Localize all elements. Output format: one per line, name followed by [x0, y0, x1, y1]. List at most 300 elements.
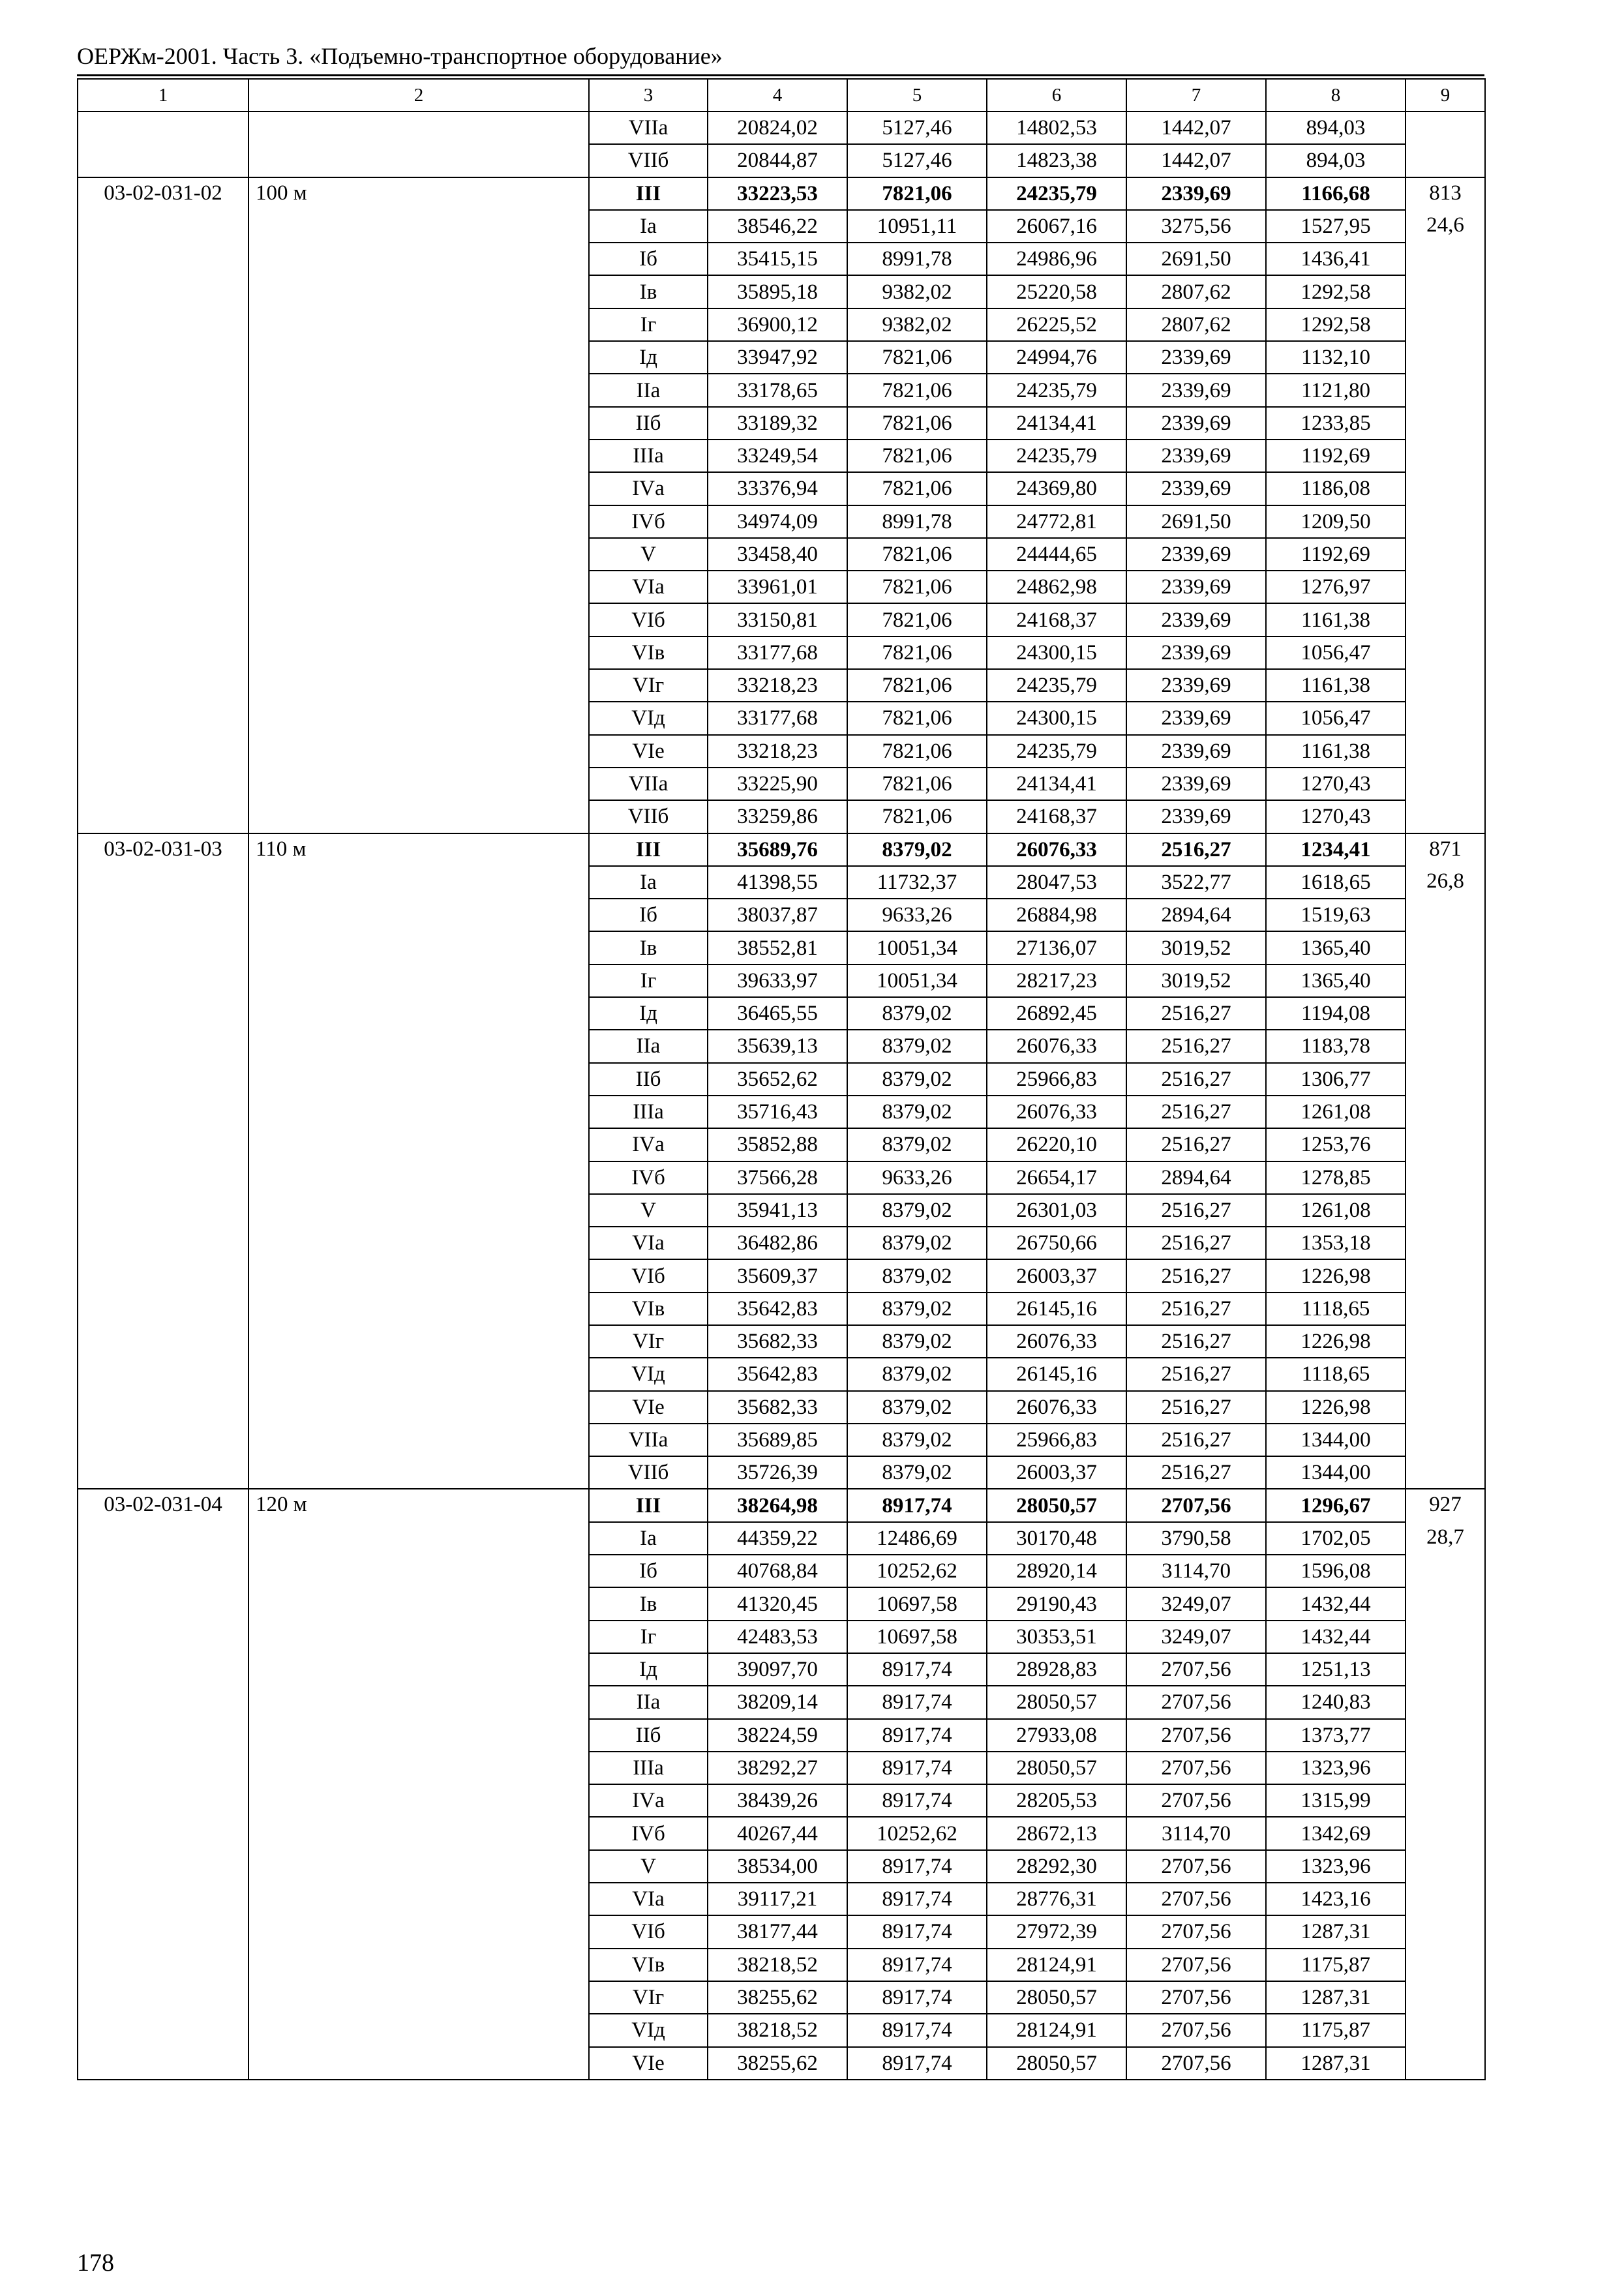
- value-cell: 26892,45: [987, 997, 1126, 1030]
- value-cell: 1118,65: [1266, 1293, 1406, 1325]
- empty-cell: [1406, 2014, 1485, 2046]
- value-cell: 1175,87: [1266, 2014, 1406, 2046]
- value-cell: 1161,38: [1266, 735, 1406, 768]
- table-row: [78, 407, 1485, 440]
- value-cell: 35852,88: [708, 1128, 847, 1161]
- value-cell: 28124,91: [987, 1949, 1126, 1981]
- empty-cell: [78, 702, 248, 734]
- value-cell: 2707,56: [1126, 1981, 1266, 2014]
- value-cell: 38037,87: [708, 899, 847, 931]
- value-cell: 24986,96: [987, 243, 1126, 275]
- value-cell: 35652,62: [708, 1063, 847, 1096]
- value-cell: 8917,74: [847, 2047, 987, 2080]
- value-cell: 2339,69: [1126, 177, 1266, 210]
- table-row: [78, 1293, 1485, 1325]
- value-cell: 1161,38: [1266, 669, 1406, 702]
- empty-cell: [78, 210, 248, 243]
- value-cell: 2707,56: [1126, 2047, 1266, 2080]
- empty-cell: [78, 669, 248, 702]
- col9-value-cell: 26,8: [1406, 866, 1485, 899]
- table-row: [78, 702, 1485, 734]
- header-divider: [77, 74, 1484, 76]
- value-cell: 2516,27: [1126, 1063, 1266, 1096]
- value-cell: 38534,00: [708, 1850, 847, 1883]
- value-cell: 25966,83: [987, 1424, 1126, 1456]
- empty-cell: [1406, 407, 1485, 440]
- value-cell: 1226,98: [1266, 1325, 1406, 1358]
- value-cell: 34974,09: [708, 505, 847, 538]
- value-cell: 26301,03: [987, 1194, 1126, 1227]
- empty-cell: [78, 636, 248, 669]
- table-row: [78, 1949, 1485, 1981]
- value-cell: 33947,92: [708, 341, 847, 374]
- empty-cell: [78, 899, 248, 931]
- value-cell: 1056,47: [1266, 636, 1406, 669]
- empty-cell: [1406, 1981, 1485, 2014]
- zone-cell: VIе: [589, 1391, 708, 1424]
- value-cell: 1306,77: [1266, 1063, 1406, 1096]
- empty-cell: [78, 1719, 248, 1752]
- value-cell: 39097,70: [708, 1653, 847, 1686]
- zone-cell: VIб: [589, 603, 708, 636]
- value-cell: 33961,01: [708, 571, 847, 603]
- empty-cell: [1406, 1325, 1485, 1358]
- empty-cell: [1406, 669, 1485, 702]
- table-row: [78, 275, 1485, 308]
- table-cell: VIIа: [589, 112, 708, 144]
- empty-cell: [248, 636, 589, 669]
- empty-cell: [248, 1817, 589, 1849]
- zone-cell: Iб: [589, 243, 708, 275]
- empty-cell: [78, 735, 248, 768]
- empty-cell: [78, 1621, 248, 1653]
- table-cell: [1406, 112, 1485, 144]
- value-cell: 1596,08: [1266, 1555, 1406, 1587]
- value-cell: 1373,77: [1266, 1719, 1406, 1752]
- table-cell: 5127,46: [847, 112, 987, 144]
- value-cell: 1323,96: [1266, 1752, 1406, 1784]
- zone-cell: Iб: [589, 1555, 708, 1587]
- value-cell: 33218,23: [708, 669, 847, 702]
- table-cell: [248, 112, 589, 144]
- empty-cell: [248, 1227, 589, 1259]
- column-number-row: [78, 79, 1485, 112]
- value-cell: 7821,06: [847, 374, 987, 406]
- table-row: [78, 866, 1485, 899]
- column-number-cell: 2: [248, 79, 589, 112]
- value-cell: 40768,84: [708, 1555, 847, 1587]
- value-cell: 9382,02: [847, 275, 987, 308]
- value-cell: 33249,54: [708, 440, 847, 472]
- value-cell: 33458,40: [708, 538, 847, 571]
- zone-cell: VIIа: [589, 768, 708, 800]
- value-cell: 1251,13: [1266, 1653, 1406, 1686]
- zone-cell: Iа: [589, 210, 708, 243]
- value-cell: 35682,33: [708, 1325, 847, 1358]
- empty-cell: [78, 538, 248, 571]
- empty-cell: [78, 1949, 248, 1981]
- table-row: [78, 997, 1485, 1030]
- empty-cell: [1406, 1587, 1485, 1620]
- value-cell: 8379,02: [847, 1456, 987, 1489]
- value-cell: 2707,56: [1126, 1752, 1266, 1784]
- value-cell: 38224,59: [708, 1719, 847, 1752]
- empty-cell: [1406, 1358, 1485, 1390]
- empty-cell: [1406, 1424, 1485, 1456]
- value-cell: 37566,28: [708, 1161, 847, 1194]
- table-cell: 14823,38: [987, 144, 1126, 177]
- value-cell: 24168,37: [987, 800, 1126, 833]
- empty-cell: [248, 1752, 589, 1784]
- empty-cell: [78, 1456, 248, 1489]
- table-row: [78, 1391, 1485, 1424]
- empty-cell: [1406, 1719, 1485, 1752]
- value-cell: 1432,44: [1266, 1621, 1406, 1653]
- value-cell: 2707,56: [1126, 2014, 1266, 2046]
- value-cell: 1276,97: [1266, 571, 1406, 603]
- table-body: [78, 79, 1485, 2080]
- value-cell: 26220,10: [987, 1128, 1126, 1161]
- table-cell: 894,03: [1266, 144, 1406, 177]
- value-cell: 2516,27: [1126, 1096, 1266, 1128]
- table-row: [78, 1555, 1485, 1587]
- value-cell: 1194,08: [1266, 997, 1406, 1030]
- empty-cell: [1406, 275, 1485, 308]
- item-name-cell: 100 м: [248, 177, 589, 210]
- value-cell: 2691,50: [1126, 243, 1266, 275]
- table-row: [78, 1784, 1485, 1817]
- value-cell: 9382,02: [847, 308, 987, 341]
- zone-cell: IIб: [589, 1719, 708, 1752]
- value-cell: 8379,02: [847, 1424, 987, 1456]
- zone-cell: IVб: [589, 1817, 708, 1849]
- empty-cell: [248, 866, 589, 899]
- value-cell: 33189,32: [708, 407, 847, 440]
- value-cell: 2707,56: [1126, 1915, 1266, 1948]
- value-cell: 24168,37: [987, 603, 1126, 636]
- col9-value-cell: 871: [1406, 833, 1485, 866]
- empty-cell: [248, 1949, 589, 1981]
- value-cell: 8379,02: [847, 1358, 987, 1390]
- empty-cell: [248, 1325, 589, 1358]
- value-cell: 1240,83: [1266, 1686, 1406, 1718]
- value-cell: 8917,74: [847, 1784, 987, 1817]
- zone-cell: VIд: [589, 702, 708, 734]
- value-cell: 8917,74: [847, 1686, 987, 1718]
- value-cell: 28217,23: [987, 965, 1126, 997]
- empty-cell: [1406, 1096, 1485, 1128]
- value-cell: 38264,98: [708, 1489, 847, 1521]
- zone-cell: IIIа: [589, 440, 708, 472]
- zone-cell: III: [589, 1489, 708, 1521]
- zone-cell: IVа: [589, 472, 708, 505]
- value-cell: 38292,27: [708, 1752, 847, 1784]
- empty-cell: [248, 374, 589, 406]
- zone-cell: Iв: [589, 1587, 708, 1620]
- empty-cell: [1406, 603, 1485, 636]
- empty-cell: [1406, 1621, 1485, 1653]
- value-cell: 36482,86: [708, 1227, 847, 1259]
- value-cell: 28920,14: [987, 1555, 1126, 1587]
- value-cell: 7821,06: [847, 800, 987, 833]
- item-name-cell: 120 м: [248, 1489, 589, 1521]
- value-cell: 1365,40: [1266, 965, 1406, 997]
- col9-value-cell: 24,6: [1406, 210, 1485, 243]
- empty-cell: [78, 931, 248, 964]
- rates-table: [77, 78, 1486, 2080]
- empty-cell: [1406, 472, 1485, 505]
- value-cell: 1186,08: [1266, 472, 1406, 505]
- empty-cell: [248, 2014, 589, 2046]
- empty-cell: [1406, 1752, 1485, 1784]
- value-cell: 8917,74: [847, 1653, 987, 1686]
- value-cell: 33225,90: [708, 768, 847, 800]
- value-cell: 8917,74: [847, 1752, 987, 1784]
- table-row: [78, 1227, 1485, 1259]
- empty-cell: [248, 1161, 589, 1194]
- value-cell: 2339,69: [1126, 341, 1266, 374]
- empty-cell: [78, 1555, 248, 1587]
- zone-cell: VIIа: [589, 1424, 708, 1456]
- value-cell: 28928,83: [987, 1653, 1126, 1686]
- value-cell: 1344,00: [1266, 1456, 1406, 1489]
- empty-cell: [1406, 735, 1485, 768]
- zone-cell: Iв: [589, 275, 708, 308]
- zone-cell: Iд: [589, 1653, 708, 1686]
- empty-cell: [78, 1358, 248, 1390]
- value-cell: 26003,37: [987, 1259, 1126, 1292]
- zone-cell: IIа: [589, 1686, 708, 1718]
- empty-cell: [248, 1555, 589, 1587]
- column-number-cell: 4: [708, 79, 847, 112]
- empty-cell: [248, 1456, 589, 1489]
- table-cell: [78, 112, 248, 144]
- empty-cell: [248, 1621, 589, 1653]
- empty-cell: [1406, 1784, 1485, 1817]
- empty-cell: [248, 1030, 589, 1062]
- value-cell: 24235,79: [987, 735, 1126, 768]
- zone-cell: IVб: [589, 1161, 708, 1194]
- column-number-cell: 1: [78, 79, 248, 112]
- empty-cell: [248, 965, 589, 997]
- empty-cell: [78, 800, 248, 833]
- empty-cell: [248, 702, 589, 734]
- table-cell: 1442,07: [1126, 112, 1266, 144]
- value-cell: 1261,08: [1266, 1194, 1406, 1227]
- value-cell: 9633,26: [847, 899, 987, 931]
- empty-cell: [248, 1719, 589, 1752]
- table-row: [78, 1686, 1485, 1718]
- empty-cell: [1406, 1063, 1485, 1096]
- empty-cell: [78, 1325, 248, 1358]
- zone-cell: VIа: [589, 1883, 708, 1915]
- item-code-cell: 03-02-031-04: [78, 1489, 248, 1521]
- value-cell: 10951,11: [847, 210, 987, 243]
- empty-cell: [1406, 768, 1485, 800]
- value-cell: 27972,39: [987, 1915, 1126, 1948]
- empty-cell: [1406, 1949, 1485, 1981]
- table-row: [78, 1621, 1485, 1653]
- empty-cell: [78, 243, 248, 275]
- value-cell: 1315,99: [1266, 1784, 1406, 1817]
- value-cell: 2516,27: [1126, 997, 1266, 1030]
- zone-cell: IIа: [589, 374, 708, 406]
- empty-cell: [248, 669, 589, 702]
- col9-value-cell: 813: [1406, 177, 1485, 210]
- table-cell: 14802,53: [987, 112, 1126, 144]
- value-cell: 26884,98: [987, 899, 1126, 931]
- zone-cell: Iб: [589, 899, 708, 931]
- table-row: [78, 144, 1485, 177]
- zone-cell: VIг: [589, 1325, 708, 1358]
- value-cell: 8917,74: [847, 1850, 987, 1883]
- value-cell: 2894,64: [1126, 899, 1266, 931]
- table-row: [78, 1883, 1485, 1915]
- group-header-row: [78, 1489, 1485, 1521]
- zone-cell: IIа: [589, 1030, 708, 1062]
- value-cell: 7821,06: [847, 603, 987, 636]
- empty-cell: [1406, 636, 1485, 669]
- table-row: [78, 1358, 1485, 1390]
- empty-cell: [78, 768, 248, 800]
- value-cell: 24994,76: [987, 341, 1126, 374]
- value-cell: 26003,37: [987, 1456, 1126, 1489]
- empty-cell: [248, 472, 589, 505]
- zone-cell: IIIа: [589, 1752, 708, 1784]
- value-cell: 26076,33: [987, 833, 1126, 866]
- value-cell: 1233,85: [1266, 407, 1406, 440]
- empty-cell: [248, 1784, 589, 1817]
- empty-cell: [78, 275, 248, 308]
- table-row: [78, 1719, 1485, 1752]
- value-cell: 44359,22: [708, 1522, 847, 1555]
- table-row: [78, 965, 1485, 997]
- table-row: [78, 1161, 1485, 1194]
- value-cell: 1226,98: [1266, 1391, 1406, 1424]
- empty-cell: [78, 1030, 248, 1062]
- empty-cell: [78, 1850, 248, 1883]
- empty-cell: [1406, 931, 1485, 964]
- value-cell: 33177,68: [708, 702, 847, 734]
- table-row: [78, 538, 1485, 571]
- empty-cell: [248, 243, 589, 275]
- value-cell: 38255,62: [708, 2047, 847, 2080]
- value-cell: 8917,74: [847, 1489, 987, 1521]
- zone-cell: VIе: [589, 735, 708, 768]
- value-cell: 1423,16: [1266, 1883, 1406, 1915]
- empty-cell: [1406, 1686, 1485, 1718]
- value-cell: 35609,37: [708, 1259, 847, 1292]
- value-cell: 1226,98: [1266, 1259, 1406, 1292]
- value-cell: 2339,69: [1126, 440, 1266, 472]
- column-number-cell: 6: [987, 79, 1126, 112]
- value-cell: 24444,65: [987, 538, 1126, 571]
- value-cell: 24300,15: [987, 636, 1126, 669]
- value-cell: 2339,69: [1126, 603, 1266, 636]
- value-cell: 1344,00: [1266, 1424, 1406, 1456]
- empty-cell: [78, 440, 248, 472]
- empty-cell: [248, 210, 589, 243]
- empty-cell: [1406, 1293, 1485, 1325]
- value-cell: 35415,15: [708, 243, 847, 275]
- table-row: [78, 636, 1485, 669]
- value-cell: 26076,33: [987, 1325, 1126, 1358]
- value-cell: 28672,13: [987, 1817, 1126, 1849]
- zone-cell: Iв: [589, 931, 708, 964]
- value-cell: 3522,77: [1126, 866, 1266, 899]
- value-cell: 8917,74: [847, 2014, 987, 2046]
- value-cell: 2516,27: [1126, 1391, 1266, 1424]
- value-cell: 1166,68: [1266, 177, 1406, 210]
- value-cell: 28205,53: [987, 1784, 1126, 1817]
- empty-cell: [1406, 1128, 1485, 1161]
- value-cell: 38177,44: [708, 1915, 847, 1948]
- table-row: [78, 1456, 1485, 1489]
- zone-cell: III: [589, 177, 708, 210]
- empty-cell: [248, 1850, 589, 1883]
- value-cell: 8379,02: [847, 1128, 987, 1161]
- value-cell: 28050,57: [987, 1981, 1126, 2014]
- zone-cell: Iг: [589, 308, 708, 341]
- zone-cell: Iд: [589, 341, 708, 374]
- empty-cell: [78, 308, 248, 341]
- value-cell: 1527,95: [1266, 210, 1406, 243]
- value-cell: 27136,07: [987, 931, 1126, 964]
- empty-cell: [1406, 1915, 1485, 1948]
- empty-cell: [78, 1653, 248, 1686]
- table-cell: VIIб: [589, 144, 708, 177]
- value-cell: 8917,74: [847, 1883, 987, 1915]
- value-cell: 8379,02: [847, 1030, 987, 1062]
- value-cell: 26145,16: [987, 1358, 1126, 1390]
- value-cell: 8379,02: [847, 833, 987, 866]
- value-cell: 2516,27: [1126, 1194, 1266, 1227]
- value-cell: 41320,45: [708, 1587, 847, 1620]
- empty-cell: [248, 1391, 589, 1424]
- value-cell: 7821,06: [847, 735, 987, 768]
- value-cell: 35941,13: [708, 1194, 847, 1227]
- table-cell: [78, 144, 248, 177]
- value-cell: 26067,16: [987, 210, 1126, 243]
- empty-cell: [248, 275, 589, 308]
- value-cell: 8917,74: [847, 1719, 987, 1752]
- value-cell: 1278,85: [1266, 1161, 1406, 1194]
- zone-cell: IIб: [589, 1063, 708, 1096]
- value-cell: 3019,52: [1126, 931, 1266, 964]
- value-cell: 7821,06: [847, 768, 987, 800]
- table-row: [78, 112, 1485, 144]
- empty-cell: [1406, 243, 1485, 275]
- value-cell: 1432,44: [1266, 1587, 1406, 1620]
- value-cell: 2516,27: [1126, 1325, 1266, 1358]
- value-cell: 7821,06: [847, 571, 987, 603]
- value-cell: 24862,98: [987, 571, 1126, 603]
- table-row: [78, 1063, 1485, 1096]
- value-cell: 1702,05: [1266, 1522, 1406, 1555]
- value-cell: 42483,53: [708, 1621, 847, 1653]
- value-cell: 24235,79: [987, 669, 1126, 702]
- table-row: [78, 1424, 1485, 1456]
- value-cell: 2339,69: [1126, 768, 1266, 800]
- value-cell: 3249,07: [1126, 1587, 1266, 1620]
- value-cell: 2339,69: [1126, 735, 1266, 768]
- value-cell: 38218,52: [708, 1949, 847, 1981]
- value-cell: 8379,02: [847, 1259, 987, 1292]
- empty-cell: [1406, 800, 1485, 833]
- value-cell: 1183,78: [1266, 1030, 1406, 1062]
- value-cell: 26750,66: [987, 1227, 1126, 1259]
- value-cell: 7821,06: [847, 341, 987, 374]
